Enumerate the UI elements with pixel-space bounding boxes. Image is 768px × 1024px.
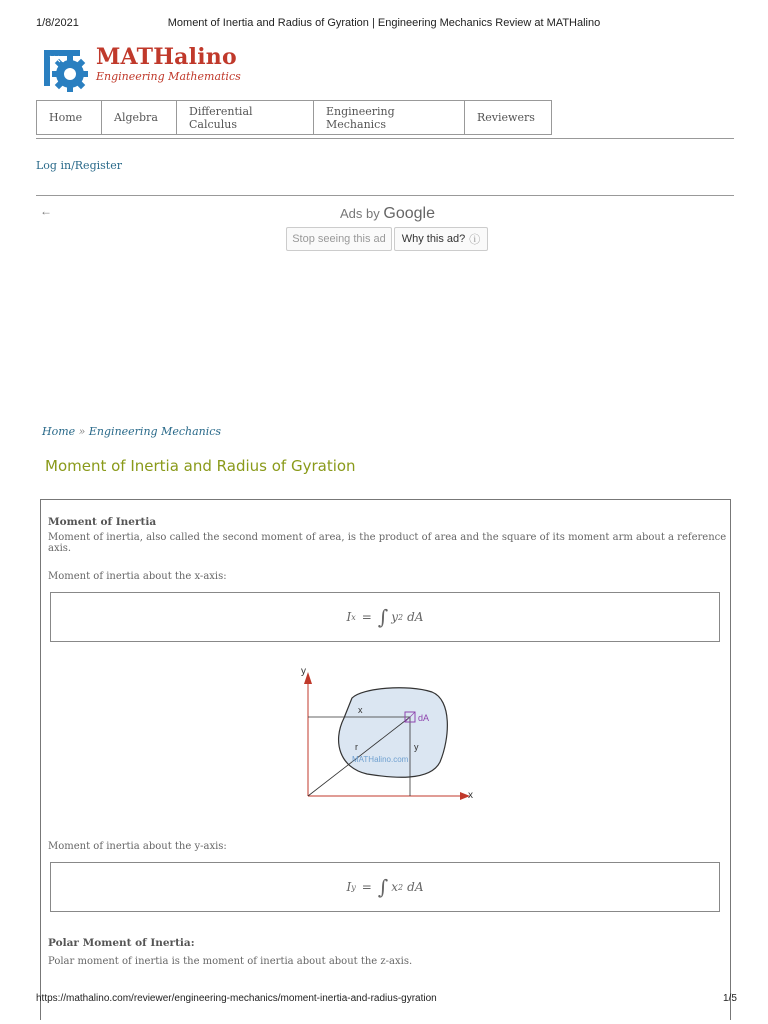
nav-item-reviewers[interactable]: Reviewers <box>464 100 552 135</box>
print-footer-url: https://mathalino.com/reviewer/engineering-mechanics/moment-inertia-and-radius-gyration <box>36 993 437 1004</box>
print-date: 1/8/2021 <box>36 17 79 29</box>
diagram-watermark: MATHalino.com <box>352 755 409 764</box>
ads-by-google-label <box>340 205 435 223</box>
site-logo-name[interactable]: MATHalino <box>96 44 237 70</box>
info-icon: ⓘ <box>469 234 481 246</box>
login-divider <box>36 195 734 196</box>
formula-ix-exponent: 2 <box>398 612 404 622</box>
diagram-r-label: r <box>355 742 358 752</box>
login-register-link[interactable]: Log in/Register <box>36 159 122 172</box>
stop-seeing-ad-button[interactable]: Stop seeing this ad <box>286 227 392 251</box>
breadcrumb <box>42 425 221 438</box>
formula-ix: I x = ∫ y 2 dA <box>50 592 720 642</box>
formula-ix-symbol: I <box>346 610 352 624</box>
nav-item-differential-calculus[interactable]: Differential Calculus <box>176 100 314 135</box>
ad-back-arrow-icon[interactable]: ← <box>40 204 52 218</box>
formula-ix-subscript: x <box>351 612 356 622</box>
formula-iy-exponent: 2 <box>398 882 404 892</box>
nav-item-engineering-mechanics[interactable]: Engineering Mechanics <box>313 100 465 135</box>
breadcrumb-section-link[interactable]: Engineering Mechanics <box>88 425 222 438</box>
gear-icon[interactable] <box>40 46 92 92</box>
ads-by-text: Ads by <box>340 206 380 221</box>
print-footer-page: 1/5 <box>723 993 737 1004</box>
y-axis-label: Moment of inertia about the y-axis: <box>48 841 227 852</box>
axis-y-label: y <box>301 666 306 677</box>
diagram-y-label: y <box>414 742 419 752</box>
why-this-ad-button[interactable] <box>394 227 488 251</box>
nav-item-home[interactable]: Home <box>36 100 102 135</box>
moment-of-inertia-diagram <box>292 662 482 807</box>
breadcrumb-home-link[interactable]: Home <box>42 425 76 438</box>
main-nav <box>36 100 551 135</box>
polar-moment-description: Polar moment of inertia is the moment of inertia about about the z-axis. <box>48 956 413 967</box>
print-title: Moment of Inertia and Radius of Gyration | Engineering Mechanics Review at MATHalino <box>167 17 601 29</box>
formula-iy-symbol: I <box>346 880 352 894</box>
formula-iy-subscript: y <box>351 882 356 892</box>
diagram-x-label: x <box>358 705 363 715</box>
breadcrumb-separator: » <box>78 425 86 438</box>
formula-ix-variable: y <box>391 610 399 624</box>
page-title: Moment of Inertia and Radius of Gyration <box>45 457 356 475</box>
polar-moment-heading: Polar Moment of Inertia: <box>48 937 195 949</box>
moment-of-inertia-heading: Moment of Inertia <box>48 516 157 528</box>
x-axis-label: Moment of inertia about the x-axis: <box>48 571 227 582</box>
site-logo-tagline: Engineering Mathematics <box>96 70 241 83</box>
why-this-ad-label: Why this ad? <box>401 233 466 245</box>
nav-item-algebra[interactable]: Algebra <box>101 100 177 135</box>
google-brand: Google <box>383 205 435 222</box>
diagram-da-label: dA <box>418 713 430 723</box>
nav-divider <box>36 138 734 139</box>
formula-iy: I y = ∫ x 2 dA <box>50 862 720 912</box>
formula-iy-variable: x <box>391 880 399 894</box>
axis-x-label: x <box>468 790 473 801</box>
moment-of-inertia-description: Moment of inertia, also called the second moment of area, is the product of area and the square of its moment arm about a reference axis. <box>48 532 727 554</box>
